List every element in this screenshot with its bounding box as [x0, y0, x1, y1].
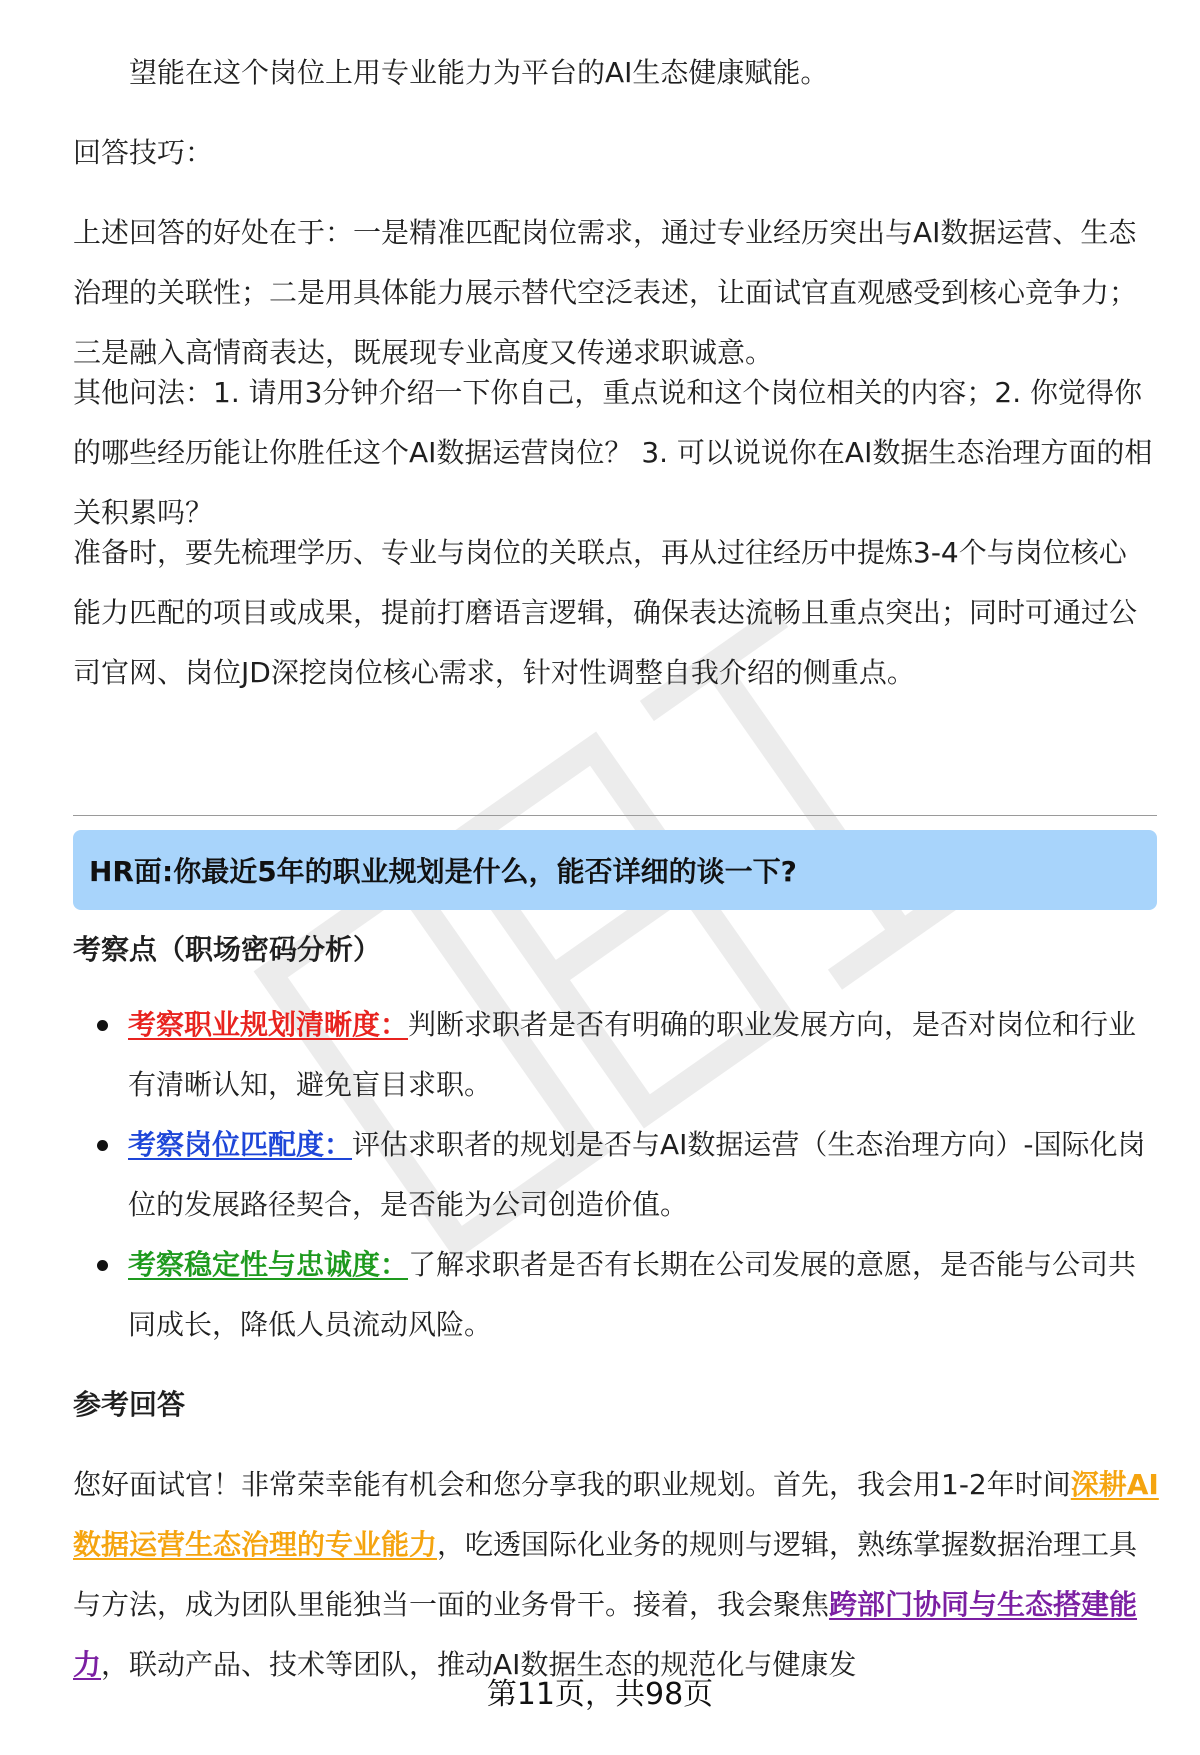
- answer-text-part3: ，联动产品、技术等团队，推动AI数据生态的规范化与健康发: [101, 1648, 857, 1681]
- bullet-icon: [97, 1140, 108, 1151]
- tips-paragraph-benefits: 上述回答的好处在于：一是精准匹配岗位需求，通过专业经历突出与AI数据运营、生态治理的关联性；二是用具体能力展示替代空泛表述，让面试官直观感受到核心竞争力；三是融入高情商表达，既展现专业高度又传递求职诚意。: [73, 216, 1138, 369]
- list-item: [73, 1115, 1163, 1235]
- point-text: 评估求职者的规划是否与AI数据运营（生态治理方向）-国际化岗位的发展路径契合，是否能为公司创造价值。: [128, 1128, 1146, 1221]
- bullet-icon: [97, 1260, 108, 1271]
- question-box: [73, 830, 1157, 910]
- point-text: 判断求职者是否有明确的职业发展方向，是否对岗位和行业有清晰认知，避免盲目求职。: [128, 1008, 1137, 1101]
- answer-paragraph: [73, 1455, 1163, 1695]
- answer-heading: 参考回答: [73, 1388, 186, 1421]
- list-item: [73, 995, 1163, 1115]
- tips-heading: 回答技巧：: [73, 136, 214, 169]
- list-item: [73, 1235, 1163, 1355]
- tips-paragraph-other-questions: 其他问法：1. 请用3分钟介绍一下你自己，重点说和这个岗位相关的内容；2. 你觉得你的哪些经历能让你胜任这个AI数据运营岗位？ 3. 可以说说你在AI数据生态治理方面的相关积累吗？: [73, 376, 1153, 529]
- intro-line: 望能在这个岗位上用专业能力为平台的AI生态健康赋能。: [129, 56, 829, 89]
- answer-text-part2: ，吃透国际化业务的规则与逻辑，熟练掌握数据治理工具与方法，成为团队里能独当一面的业务骨干。接着，我会聚焦: [73, 1528, 1138, 1621]
- points-list: [73, 995, 1163, 1355]
- points-heading: 考察点（职场密码分析）: [73, 933, 382, 966]
- answer-text-part1: 您好面试官！非常荣幸能有机会和您分享我的职业规划。首先，我会用1-2年时间: [73, 1468, 1071, 1501]
- question-title: HR面:你最近5年的职业规划是什么，能否详细的谈一下?: [89, 855, 797, 888]
- point-keyword: 考察职业规划清晰度：: [128, 1008, 409, 1041]
- section-divider: [73, 815, 1157, 816]
- answer-highlight-orange: 深耕AI数据运营生态治理的专业能力: [73, 1468, 1159, 1561]
- page-number-footer: 第11页，共98页: [486, 1677, 714, 1712]
- bullet-icon: [97, 1020, 108, 1031]
- point-keyword: 考察稳定性与忠诚度：: [128, 1248, 409, 1281]
- point-text: 了解求职者是否有长期在公司发展的意愿，是否能与公司共同成长，降低人员流动风险。: [128, 1248, 1137, 1341]
- tips-paragraph-preparation: 准备时，要先梳理学历、专业与岗位的关联点，再从过往经历中提炼3-4个与岗位核心能力匹配的项目或成果，提前打磨语言逻辑，确保表达流畅且重点突出；同时可通过公司官网、岗位JD深挖岗位核心需求，针对性调整自我介绍的侧重点。: [73, 536, 1138, 689]
- point-keyword: 考察岗位匹配度：: [128, 1128, 353, 1161]
- answer-highlight-purple: 跨部门协同与生态搭建能力: [73, 1588, 1138, 1681]
